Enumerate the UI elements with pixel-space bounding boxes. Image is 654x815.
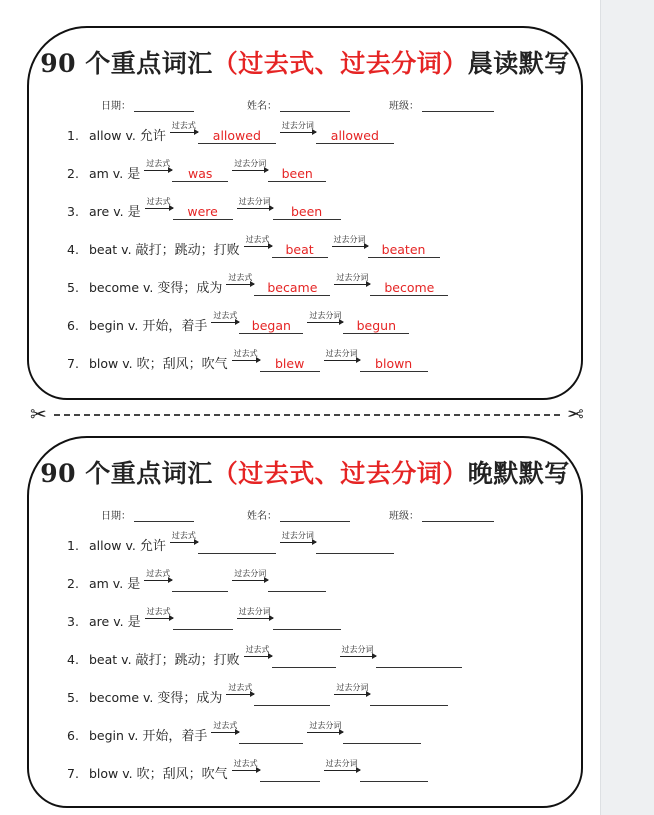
arrow-past: 过去式 xyxy=(144,159,172,171)
word-row: 1. allow v. 允许 过去式 allowed 过去分词 allowed xyxy=(67,125,394,147)
scissors-icon: ✂ xyxy=(30,402,47,426)
participle-answer: allowed xyxy=(316,127,394,144)
past-answer: were xyxy=(173,203,233,220)
name-field: 姓名： xyxy=(247,507,350,522)
arrow-past: 过去式 xyxy=(244,645,272,657)
dashed-divider xyxy=(54,414,560,416)
past-blank xyxy=(272,651,336,668)
word-row: 2. am v. 是 过去式 过去分词 xyxy=(67,573,326,595)
participle-blank xyxy=(360,765,428,782)
card-title xyxy=(29,44,581,80)
participle-blank xyxy=(376,651,462,668)
name-field: 姓名： xyxy=(247,97,350,112)
arrow-participle: 过去分词 xyxy=(332,235,368,247)
arrow-past: 过去式 xyxy=(144,569,172,581)
date-field: 日期： xyxy=(101,97,194,112)
date-field: 日期： xyxy=(101,507,194,522)
arrow-participle: 过去分词 xyxy=(307,311,343,323)
arrow-past: 过去式 xyxy=(170,531,198,543)
participle-answer: begun xyxy=(343,317,409,334)
title-suffix: 晚默默写 xyxy=(467,459,570,488)
arrow-past: 过去式 xyxy=(226,273,254,285)
title-prefix: 90 个重点词汇 xyxy=(40,459,213,488)
word-row: 4. beat v. 敲打；跳动；打败 过去式 beat 过去分词 beaten xyxy=(67,239,440,261)
arrow-participle: 过去分词 xyxy=(340,645,376,657)
morning-dictation-card xyxy=(27,26,583,400)
arrow-past: 过去式 xyxy=(170,121,198,133)
arrow-participle: 过去分词 xyxy=(280,531,316,543)
class-field: 班级： xyxy=(389,97,494,112)
word-row: 5. become v. 变得；成为 过去式 过去分词 xyxy=(67,687,448,709)
past-blank xyxy=(239,727,303,744)
past-blank xyxy=(198,537,276,554)
word-row: 7. blow v. 吹；刮风；吹气 过去式 blew 过去分词 blown xyxy=(67,353,428,375)
word-row: 1. allow v. 允许 过去式 过去分词 xyxy=(67,535,394,557)
participle-answer: become xyxy=(370,279,448,296)
arrow-participle: 过去分词 xyxy=(307,721,343,733)
viewer-gutter xyxy=(600,0,654,815)
arrow-past: 过去式 xyxy=(145,607,173,619)
arrow-participle: 过去分词 xyxy=(280,121,316,133)
title-highlight: （过去式、过去分词） xyxy=(212,459,468,488)
scissors-icon: ✂ xyxy=(567,402,584,426)
meta-fields xyxy=(29,507,581,523)
past-answer: began xyxy=(239,317,303,334)
past-answer: blew xyxy=(260,355,320,372)
word-row: 3. are v. 是 过去式 过去分词 xyxy=(67,611,341,633)
word-row: 6. begin v. 开始，着手 过去式 过去分词 xyxy=(67,725,421,747)
cut-line xyxy=(30,404,584,426)
class-field: 班级： xyxy=(389,507,494,522)
past-answer: allowed xyxy=(198,127,276,144)
arrow-past: 过去式 xyxy=(232,759,260,771)
past-answer: became xyxy=(254,279,330,296)
participle-blank xyxy=(370,689,448,706)
arrow-participle: 过去分词 xyxy=(324,759,360,771)
past-answer: beat xyxy=(272,241,328,258)
title-suffix: 晨读默写 xyxy=(467,49,570,78)
arrow-participle: 过去分词 xyxy=(324,349,360,361)
participle-answer: been xyxy=(273,203,341,220)
arrow-participle: 过去分词 xyxy=(334,683,370,695)
arrow-participle: 过去分词 xyxy=(232,569,268,581)
word-row: 6. begin v. 开始，着手 过去式 began 过去分词 begun xyxy=(67,315,409,337)
past-blank xyxy=(172,575,228,592)
arrow-participle: 过去分词 xyxy=(237,607,273,619)
arrow-participle: 过去分词 xyxy=(237,197,273,209)
participle-answer: been xyxy=(268,165,326,182)
word-row: 7. blow v. 吹；刮风；吹气 过去式 过去分词 xyxy=(67,763,428,785)
title-prefix: 90 个重点词汇 xyxy=(40,49,213,78)
arrow-participle: 过去分词 xyxy=(232,159,268,171)
participle-blank xyxy=(316,537,394,554)
arrow-past: 过去式 xyxy=(211,721,239,733)
arrow-past: 过去式 xyxy=(244,235,272,247)
word-row: 5. become v. 变得；成为 过去式 became 过去分词 become xyxy=(67,277,448,299)
participle-answer: beaten xyxy=(368,241,440,258)
word-row: 2. am v. 是 过去式 was 过去分词 been xyxy=(67,163,326,185)
past-blank xyxy=(173,613,233,630)
past-blank xyxy=(260,765,320,782)
word-row: 4. beat v. 敲打；跳动；打败 过去式 过去分词 xyxy=(67,649,462,671)
participle-blank xyxy=(273,613,341,630)
evening-dictation-card xyxy=(27,436,583,808)
arrow-past: 过去式 xyxy=(232,349,260,361)
arrow-past: 过去式 xyxy=(211,311,239,323)
participle-blank xyxy=(268,575,326,592)
card-title xyxy=(29,454,581,490)
arrow-past: 过去式 xyxy=(145,197,173,209)
participle-blank xyxy=(343,727,421,744)
word-row: 3. are v. 是 过去式 were 过去分词 been xyxy=(67,201,341,223)
participle-answer: blown xyxy=(360,355,428,372)
past-blank xyxy=(254,689,330,706)
arrow-past: 过去式 xyxy=(226,683,254,695)
title-highlight: （过去式、过去分词） xyxy=(212,49,468,78)
arrow-participle: 过去分词 xyxy=(334,273,370,285)
meta-fields xyxy=(29,97,581,113)
past-answer: was xyxy=(172,165,228,182)
